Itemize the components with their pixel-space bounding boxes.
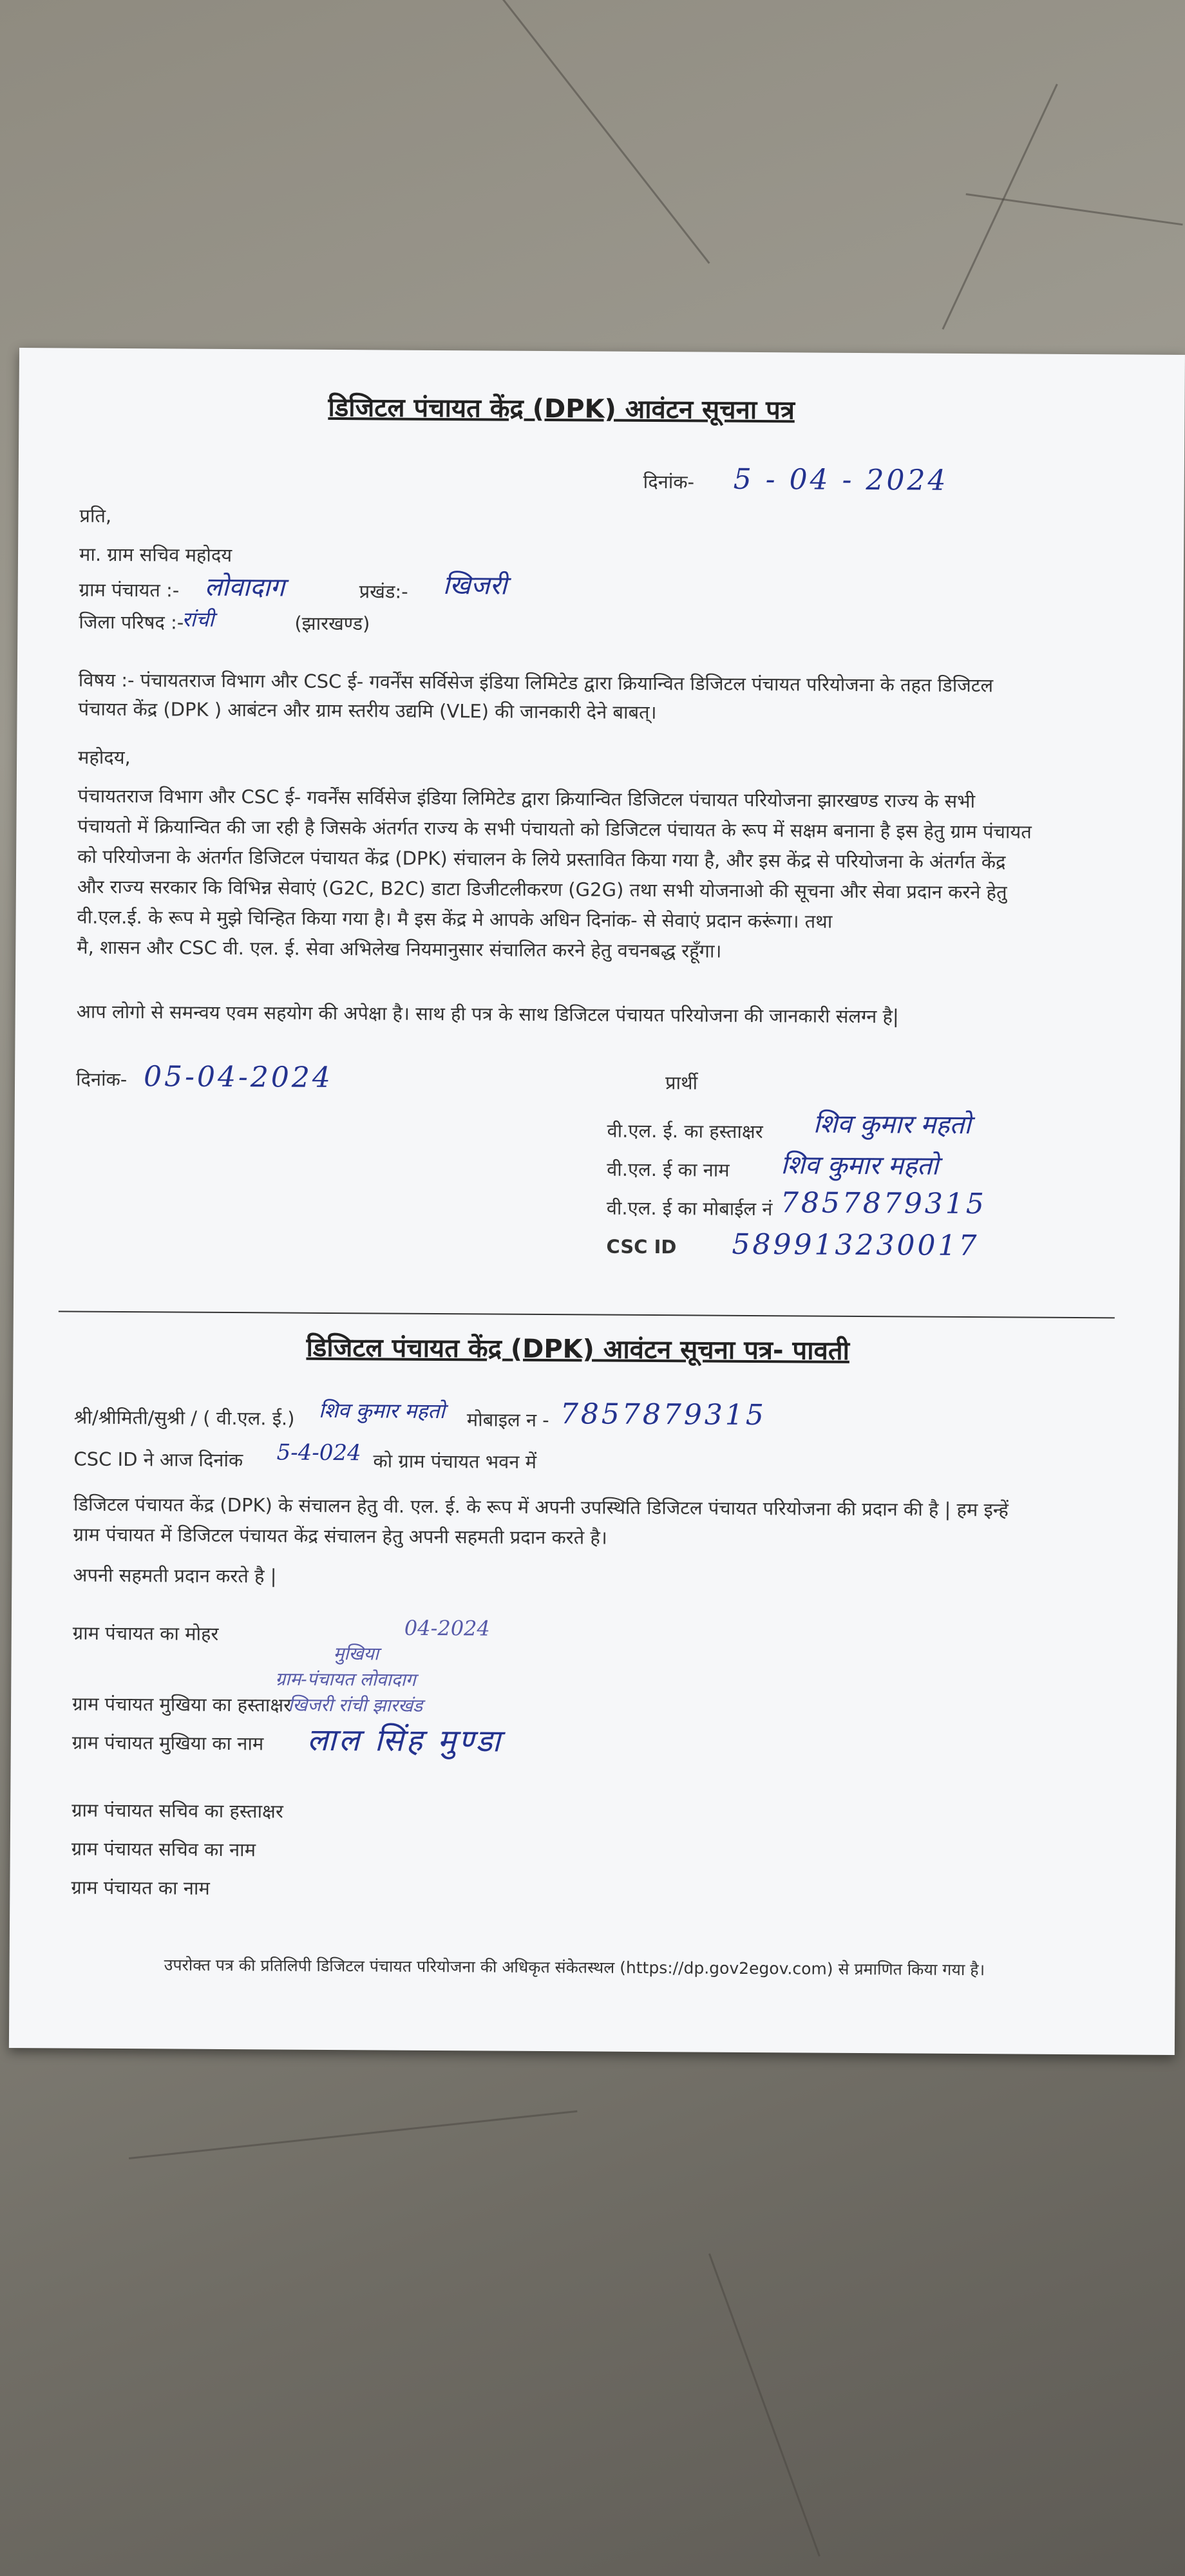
district-label: जिला परिषद :- <box>79 611 184 634</box>
receipt-text-2: ग्राम पंचायत में डिजिटल पंचायत केंद्र संचालन हेतु अपनी सहमती प्रदान करते है। <box>73 1523 607 1549</box>
subject-line-2: पंचायत केंद्र (DPK ) आबंटन और ग्राम स्तरीय उद्यमि (VLE) की जानकारी देने बाबत्। <box>78 697 657 724</box>
date2-label: दिनांक- <box>75 1068 128 1091</box>
date-value: 5 - 04 - 2024 <box>733 462 949 497</box>
to-label: प्रति, <box>79 504 112 527</box>
floor-crack <box>942 84 1058 330</box>
body-line: पंचायतराज विभाग और CSC ई- गवर्नेंस सर्विसेज इंडिया लिमिटेड द्वारा क्रियान्वित डिजिटल पंचायत परियोजना झारखण्ड राज्य के सभी <box>77 784 976 813</box>
stamp-title: मुखिया <box>333 1643 379 1665</box>
vle-name-label: वी.एल. ई का नाम <box>607 1158 730 1181</box>
csc-id-value: 589913230017 <box>732 1227 980 1263</box>
request-line: आप लोगो से समन्वय एवम सहयोग की अपेक्षा है। साथ ही पत्र के साथ डिजिटल पंचायत परियोजना की जानकारी संलग्न है| <box>76 1000 899 1028</box>
gram-panchayat-value: लोवादाग <box>204 572 285 603</box>
body-line: और राज्य सरकार कि विभिन्न सेवाएं (G2C, B2C) डाटा डिजीटलीकरण (G2G) तथा सभी योजनाओ की सूचना और सेवा प्रदान करने हेतु <box>77 875 1007 904</box>
secretary-line: मा. ग्राम सचिव महोदय <box>79 543 232 567</box>
salutation: महोदय, <box>78 746 131 769</box>
mukhiya-sign-label: ग्राम पंचायत मुखिया का हस्ताक्षर <box>72 1692 292 1716</box>
stamp-line-2: ग्राम-पंचायत लोवादाग <box>275 1668 416 1690</box>
date-label: दिनांक- <box>643 470 695 493</box>
body-line: वी.एल.ई. के रूप मे मुझे चिन्हित किया गया है। मै इस केंद्र मे आपके अधिन दिनांक- से सेवाएं प्रदान करूंगा। तथा <box>77 905 833 933</box>
receipt-mobile-label: मोबाइल न - <box>466 1408 549 1432</box>
subject-line-1: विषय :- पंचायतराज विभाग और CSC ई- गवर्नेंस सर्विसेज इंडिया लिमिटेड द्वारा क्रियान्वित डिजिटल पंचायत परियोजना के तहत डिजिटल <box>78 668 994 697</box>
body-line: पंचायतो में क्रियान्वित की जा रही है जिसके अंतर्गत राज्य के सभी पंचायतो को डिजिटल पंचायत के रूप में सक्षम बनाना है इस हेतु ग्राम पंचायत <box>77 815 1032 843</box>
date2-value: 05-04-2024 <box>143 1060 333 1094</box>
floor-crack <box>502 0 710 264</box>
floor-crack <box>708 2253 820 2557</box>
mukhiya-name-label: ग्राम पंचायत मुखिया का नाम <box>71 1731 264 1755</box>
secretary-name-label: ग्राम पंचायत सचिव का नाम <box>71 1837 256 1861</box>
csc-id-label: CSC ID <box>606 1235 677 1258</box>
state-label: (झारखण्ड) <box>294 612 370 635</box>
stamp-line-3: खिजरी रांची झारखंड <box>288 1694 423 1716</box>
seal-label: ग्राम पंचायत का मोहर <box>72 1622 219 1645</box>
receipt-csc-label: CSC ID ने आज दिनांक <box>73 1448 243 1472</box>
receipt-text-1: डिजिटल पंचायत केंद्र (DPK) के संचालन हेतु वी. एल. ई. के रूप में अपनी उपस्थिति डिजिटल पंचायत परियोजना की प्रदान की है | हम इन्हें <box>73 1493 1009 1521</box>
receipt-consent: अपनी सहमती प्रदान करते है | <box>73 1564 277 1587</box>
receipt-title: डिजिटल पंचायत केंद्र (DPK) आवंटन सूचना पत्र- पावती <box>306 1332 850 1366</box>
receipt-csc-date: 5-4-024 <box>276 1439 361 1466</box>
district-value: रांची <box>182 607 214 632</box>
gp-name-label: ग्राम पंचायत का नाम <box>71 1876 210 1899</box>
receipt-vle-label: श्री/श्रीमिती/सुश्री / ( वी.एल. ई.) <box>73 1406 295 1430</box>
document-title: डिजिटल पंचायत केंद्र (DPK) आवंटन सूचना पत्र <box>328 392 795 426</box>
floor-crack <box>129 2110 577 2159</box>
vle-name-value: शिव कुमार महतो <box>781 1150 939 1181</box>
vle-signature: शिव कुमार महतो <box>813 1109 971 1141</box>
footer-note: उपरोक्त पत्र की प्रतिलिपी डिजिटल पंचायत परियोजना की अधिकृत संकेतस्थल (https://dp.gov2egov.com) से प्रमाणित किया गया है। <box>164 1955 985 1980</box>
block-label: प्रखंड:- <box>359 580 408 603</box>
applicant-label: प्रार्थी <box>665 1072 698 1094</box>
receipt-csc-suffix: को ग्राम पंचायत भवन में <box>373 1450 537 1473</box>
paper-document <box>9 348 1185 2055</box>
stamp-date: 04-2024 <box>404 1615 490 1641</box>
mukhiya-name-value: लाल सिंह मुण्डा <box>307 1721 503 1759</box>
secretary-sign-label: ग्राम पंचायत सचिव का हस्ताक्षर <box>71 1799 283 1823</box>
body-line: मै, शासन और CSC वी. एल. ई. सेवा अभिलेख नियमानुसार संचालित करने हेतु वचनबद्ध रहूँगा। <box>77 936 722 962</box>
receipt-vle-name: शिव कुमार महतो <box>318 1397 445 1424</box>
receipt-mobile-value: 7857879315 <box>560 1397 767 1432</box>
body-line: को परियोजना के अंतर्गत डिजिटल पंचायत केंद्र (DPK) संचालन के लिये प्रस्तावित किया गया है, और इस केंद्र से परियोजना के अंतर्गत केंद्र <box>77 845 1006 873</box>
block-value: खिजरी <box>442 571 507 601</box>
vle-sign-label: वी.एल. ई. का हस्ताक्षर <box>607 1119 763 1143</box>
section-divider <box>59 1311 1115 1318</box>
vle-mobile-label: वी.एल. ई का मोबाईल नं <box>606 1197 773 1220</box>
vle-mobile-value: 7857879315 <box>780 1186 987 1221</box>
gram-panchayat-label: ग्राम पंचायत :- <box>79 578 180 601</box>
